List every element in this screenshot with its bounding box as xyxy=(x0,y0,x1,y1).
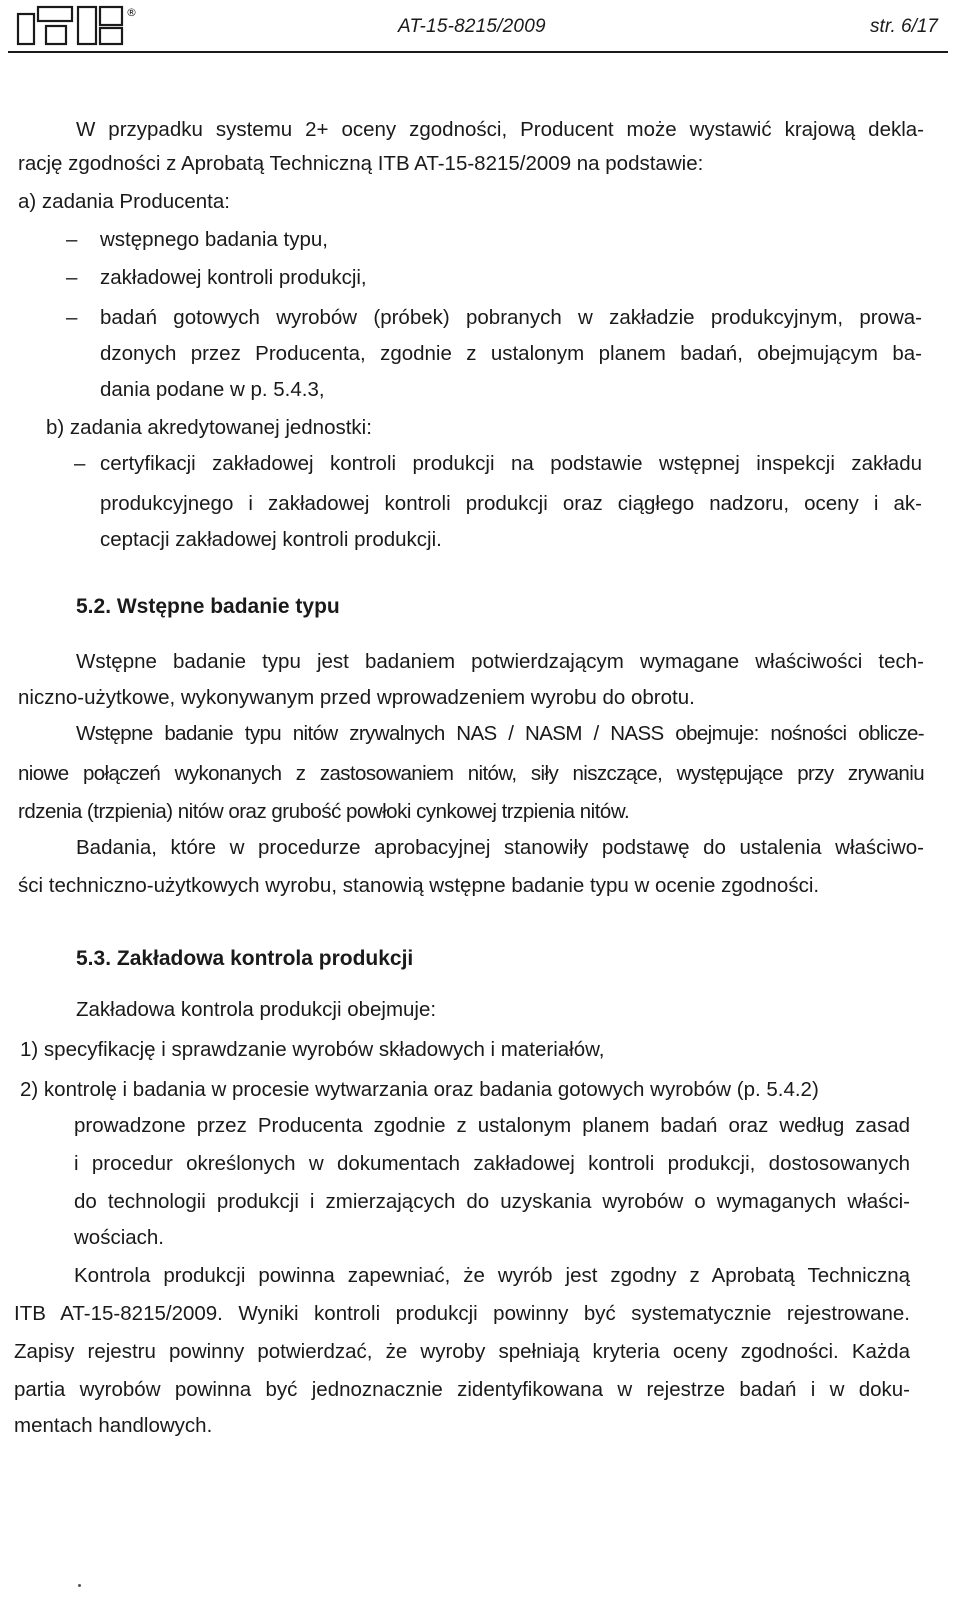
section-5-2-p1-line-1: Wstępne badanie typu jest badaniem potwierdzającym wymagane właściwości tech- xyxy=(76,650,924,673)
section-5-3-item-2-line-2: prowadzone przez Producenta zgodnie z ustalonym planem badań oraz według zasad xyxy=(74,1114,910,1137)
section-5-3-item-2-line-3: i procedur określonych w dokumentach zakładowej kontroli produkcji, dostosowanych xyxy=(74,1152,910,1175)
section-5-3-item-2-line-4: do technologii produkcji i zmierzających do uzyskania wyrobów o wymaganych właści- xyxy=(74,1190,910,1213)
list-a-item-3-line-1: badań gotowych wyrobów (próbek) pobranych w zakładzie produkcyjnym, prowa- xyxy=(100,306,922,329)
registered-mark: ® xyxy=(126,6,137,19)
intro-line-1: W przypadku systemu 2+ oceny zgodności, Producent może wystawić krajową dekla- xyxy=(76,118,924,141)
itb-logo xyxy=(16,4,144,48)
list-a-dash-2: – xyxy=(66,266,78,289)
list-a-label: a) zadania Producenta: xyxy=(18,190,230,213)
intro-line-2: rację zgodności z Aprobatą Techniczną ITB AT-15-8215/2009 na podstawie: xyxy=(18,152,704,175)
section-5-2-p3-line-2: ści techniczno-użytkowych wyrobu, stanowią wstępne badanie typu w ocenie zgodności. xyxy=(18,874,820,897)
list-a-item-2: zakładowej kontroli produkcji, xyxy=(100,266,367,289)
section-5-3-heading: 5.3. Zakładowa kontrola produkcji xyxy=(76,947,414,970)
list-a-dash-3: – xyxy=(66,306,78,329)
section-5-2-p2-line-1: Wstępne badanie typu nitów zrywalnych NAS / NASM / NASS obejmuje: nośności oblicze- xyxy=(76,722,924,745)
section-5-3-p-line-2: ITB AT-15-8215/2009. Wyniki kontroli produkcji powinny być systematycznie rejestrowane. xyxy=(14,1302,910,1325)
section-5-3-p-line-4: partia wyrobów powinna być jednoznacznie zidentyfikowana w rejestrze badań i w doku- xyxy=(14,1378,910,1401)
section-5-3-p-line-5: mentach handlowych. xyxy=(14,1414,213,1437)
section-5-2-p2-line-3: rdzenia (trzpienia) nitów oraz grubość powłoki cynkowej trzpienia nitów. xyxy=(18,800,630,823)
list-a-dash-1: – xyxy=(66,228,78,251)
list-b-item-1-line-3: ceptacji zakładowej kontroli produkcji. xyxy=(100,528,442,551)
section-5-2-heading: 5.2. Wstępne badanie typu xyxy=(76,595,340,618)
list-b-item-1-line-2: produkcyjnego i zakładowej kontroli produkcji oraz ciągłego nadzoru, oceny i ak- xyxy=(100,492,922,515)
list-a-item-3-line-2: dzonych przez Producenta, zgodnie z ustalonym planem badań, obejmującym ba- xyxy=(100,342,922,365)
list-b-item-1-line-1: certyfikacji zakładowej kontroli produkcji na podstawie wstępnej inspekcji zakładu xyxy=(100,452,922,475)
list-b-label: b) zadania akredytowanej jednostki: xyxy=(46,416,372,439)
section-5-3-item-1: 1) specyfikację i sprawdzanie wyrobów składowych i materiałów, xyxy=(20,1038,605,1061)
page-number: str. 6/17 xyxy=(870,16,938,37)
section-5-3-intro: Zakładowa kontrola produkcji obejmuje: xyxy=(76,998,437,1021)
section-5-3-item-2-line-5: wościach. xyxy=(74,1226,165,1249)
list-b-dash-1: – xyxy=(74,452,86,475)
section-5-3-p-line-3: Zapisy rejestru powinny potwierdzać, że wyroby spełniają kryteria oceny zgodności. Każda xyxy=(14,1340,910,1363)
section-5-2-p2-line-2: niowe połączeń wykonanych z zastosowaniem nitów, siły niszczące, występujące przy zrywaniu xyxy=(18,762,924,785)
section-5-3-p-line-1: Kontrola produkcji powinna zapewniać, że wyrób jest zgodny z Aprobatą Techniczną xyxy=(74,1264,910,1287)
page-header xyxy=(0,0,960,62)
section-5-3-item-2-line-1: 2) kontrolę i badania w procesie wytwarzania oraz badania gotowych wyrobów (p. 5.4.2) xyxy=(20,1078,819,1101)
header-rule xyxy=(8,51,948,53)
scan-speck xyxy=(78,1584,81,1587)
section-5-2-p3-line-1: Badania, które w procedurze aprobacyjnej stanowiły podstawę do ustalenia właściwo- xyxy=(76,836,924,859)
list-a-item-1: wstępnego badania typu, xyxy=(100,228,328,251)
document-number: AT-15-8215/2009 xyxy=(398,16,546,37)
list-a-item-3-line-3: dania podane w p. 5.4.3, xyxy=(100,378,325,401)
section-5-2-p1-line-2: niczno-użytkowe, wykonywanym przed wprowadzeniem wyrobu do obrotu. xyxy=(18,686,695,709)
